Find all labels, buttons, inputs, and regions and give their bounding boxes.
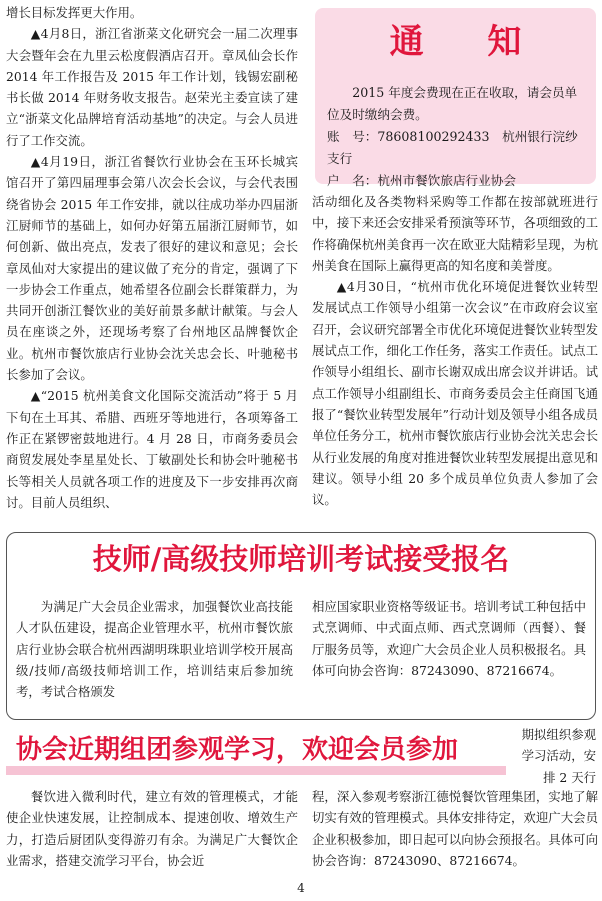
article-paragraph: ▲4月19日，浙江省餐饮行业协会在玉环长城宾馆召开了第四届理事会第八次会长会议，与会代表围绕省协会 2015 年工作安排，就以往成功举办四届浙江厨师节的基础上，如何办好第五届浙江厨师节，如何创新、做出亮点，发表了很好的建议和意见；会长章凤仙对大家提出的建议做了充分的肯定，强调了下一步协会工作重点，她希望各位副会长群策群力，为共同开创浙江餐饮业的美好前景多献计献策。与会人员在座谈之外，还现场考察了台州地区品牌餐饮企业。杭州市餐饮旅店行业协会沈关忠会长、叶驰秘书长参加了会议。 — [6, 154, 298, 383]
article-paragraph: ▲4月30日，“杭州市优化环境促进餐饮业转型发展试点工作领导小组第一次会议”在市政府会议室召开，会议研究部署全市优化环境促进餐饮业转型发展试点工作，细化工作任务，落实工作责任。试点工作领导小组组长、副市长谢双成出席会议并讲话。试点工作领导小组副组长、市商务委员会主任商国飞通报了“餐饮业转型发展年”行动计划及领导小组各成员单位任务分工，杭州市餐饮旅店行业协会沈关忠会长从行业发展的角度对推进餐饮业转型发展提出意见和建议。领导小组 20 多个成员单位负责人参加了会议。 — [312, 279, 598, 508]
training-left-text: 为满足广大会员企业需求，加强餐饮业高技能人才队伍建设，提高企业管理水平，杭州市餐饮旅店行业协会联合杭州西湖明珠职业培训学校开展高级/技师/高级技师培训工作，培训结束后参加统考，考试合格颁发 — [16, 599, 293, 700]
article-paragraph: ▲4月8日，浙江省浙菜文化研究会一届二次理事大会暨年会在九里云松度假酒店召开。章凤仙会长作 2014 年工作报告及 2015 年工作计划，钱锡宏副秘书长做 2014 年财务收支报告。赵荣光主委宣读了建立“浙菜文化品牌培育活动基地”的决定。与会人员进行了工作交流。 — [6, 26, 298, 148]
visit-left-text: 餐饮进入微利时代，建立有效的管理模式，才能使企业快速发展，让控制成本、提速创收、增效生产力，打造后厨团队变得游刃有余。为满足广大餐饮企业需求，搭建交流学习平台，协会近 — [6, 789, 298, 868]
article-paragraph: 增长目标发挥更大作用。 — [6, 5, 143, 20]
article-right-column — [312, 191, 598, 510]
training-right-text: 相应国家职业资格等级证书。培训考试工种包括中式烹调师、中式面点师、西式烹调师（西餐）、餐厅服务员等，欢迎广大会员企业人员积极报名。具体可向协会咨询：87243090、87216674。 — [312, 599, 586, 678]
training-title: 技师/高级技师培训考试接受报名 — [92, 542, 510, 576]
notice-account: 账 号：78608100292433 杭州银行浣纱支行 — [327, 129, 578, 166]
notice-holder: 户 名：杭州市餐饮旅店行业协会 — [327, 173, 516, 188]
visit-title: 协会近期组团参观学习，欢迎会员参加 — [16, 735, 459, 765]
article-paragraph: 活动细化及各类物料采购等工作都在按部就班进行中，接下来还会安排采肴预演等环节，各项细致的工作将确保杭州美食再一次在欧亚大陆精彩呈现，为杭州美食在国际上赢得更高的知名度和美誉度。 — [312, 194, 598, 273]
article-left-column — [6, 2, 298, 513]
visit-right-text: 程，深入参观考察浙江德悦餐饮管理集团，实地了解切实有效的管理模式。具体安排待定，欢迎广大会员企业积极参加，即日起可以向协会预报名。具体可向协会咨询：87243090、87216674。 — [312, 789, 598, 868]
notice-box — [315, 8, 596, 188]
notice-body — [327, 82, 589, 192]
page-number: 4 — [297, 881, 305, 895]
visit-side-text: 期拟组织参观学习活动，安排 2 天行 — [521, 727, 596, 785]
article-paragraph: ▲“2015 杭州美食文化国际交流活动”将于 5 月下旬在土耳其、希腊、西班牙等地进行，各项筹备工作正在紧锣密鼓地进行。4 月 28 日，市商务委员会商贸发展处李星星处长、丁敏副处长和协会叶驰秘书长等相关人员就各项工作的进度及下一步安排再次商讨。目前人员组织、 — [6, 388, 298, 510]
notice-text: 2015 年度会费现在正在收取，请会员单位及时缴纳会费。 — [327, 85, 578, 122]
notice-title: 通 知 — [389, 22, 548, 62]
